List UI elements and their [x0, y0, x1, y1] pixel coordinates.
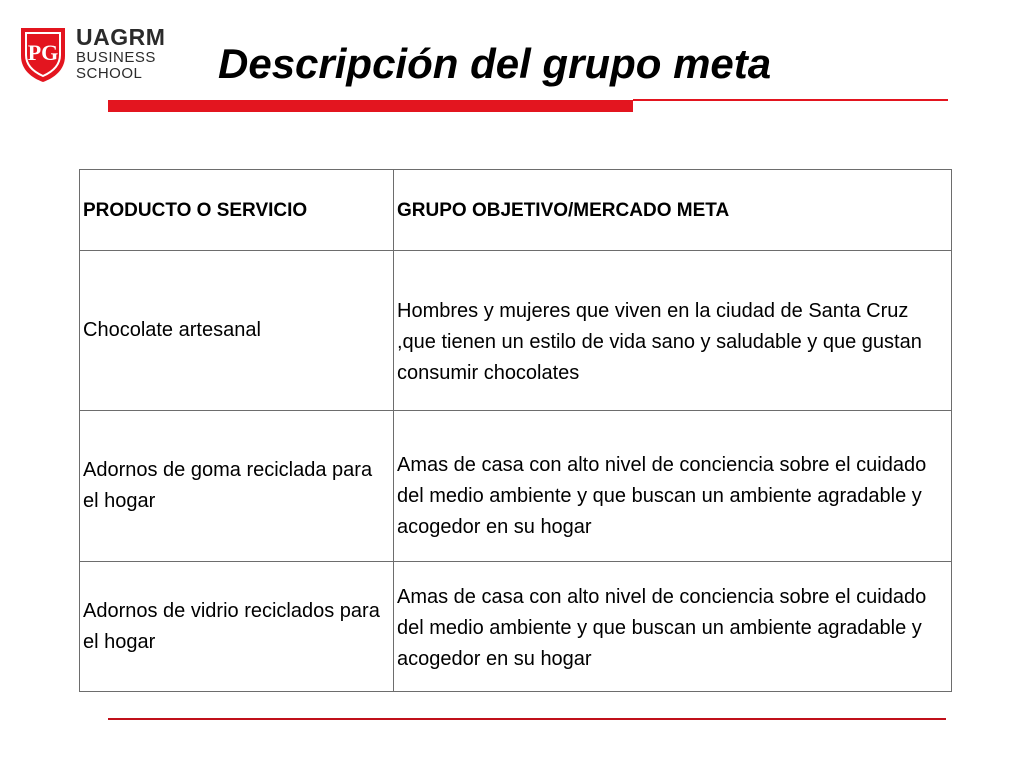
- uagrm-logo: [18, 24, 178, 86]
- target-group-cell: Amas de casa con alto nivel de conciencia sobre el cuidado del medio ambiente y que buscan un ambiente agradable y acogedor en su hogar: [394, 562, 952, 692]
- table-row: [80, 251, 952, 411]
- slide-title: Descripción del grupo meta: [218, 40, 772, 87]
- shield-logo-icon: [18, 24, 68, 84]
- title-accent-line: [633, 99, 948, 101]
- product-cell: Adornos de vidrio reciclados para el hogar: [80, 562, 394, 692]
- logo-monogram: PG: [27, 40, 59, 65]
- target-group-cell: Hombres y mujeres que viven en la ciudad de Santa Cruz ,que tienen un estilo de vida sano y saludable y que gustan consumir chocolates: [394, 251, 952, 411]
- logo-line-uagrm: UAGRM: [76, 24, 166, 50]
- table-row: [80, 562, 952, 692]
- header-target-market: GRUPO OBJETIVO/MERCADO META: [394, 170, 952, 251]
- product-cell: Adornos de goma reciclada para el hogar: [80, 411, 394, 562]
- footer-accent-line: [108, 718, 946, 720]
- logo-line-school: SCHOOL: [76, 65, 143, 82]
- logo-line-business: BUSINESS: [76, 49, 156, 66]
- title-accent-bar: [108, 100, 633, 112]
- header-product-service: PRODUCTO O SERVICIO: [80, 170, 394, 251]
- target-group-cell: Amas de casa con alto nivel de conciencia sobre el cuidado del medio ambiente y que buscan un ambiente agradable y acogedor en su hogar: [394, 411, 952, 562]
- logo-wordmark: [76, 26, 165, 81]
- table-row: [80, 411, 952, 562]
- product-cell: Chocolate artesanal: [80, 251, 394, 411]
- table-header-row: [80, 170, 952, 251]
- target-group-table: [79, 169, 952, 692]
